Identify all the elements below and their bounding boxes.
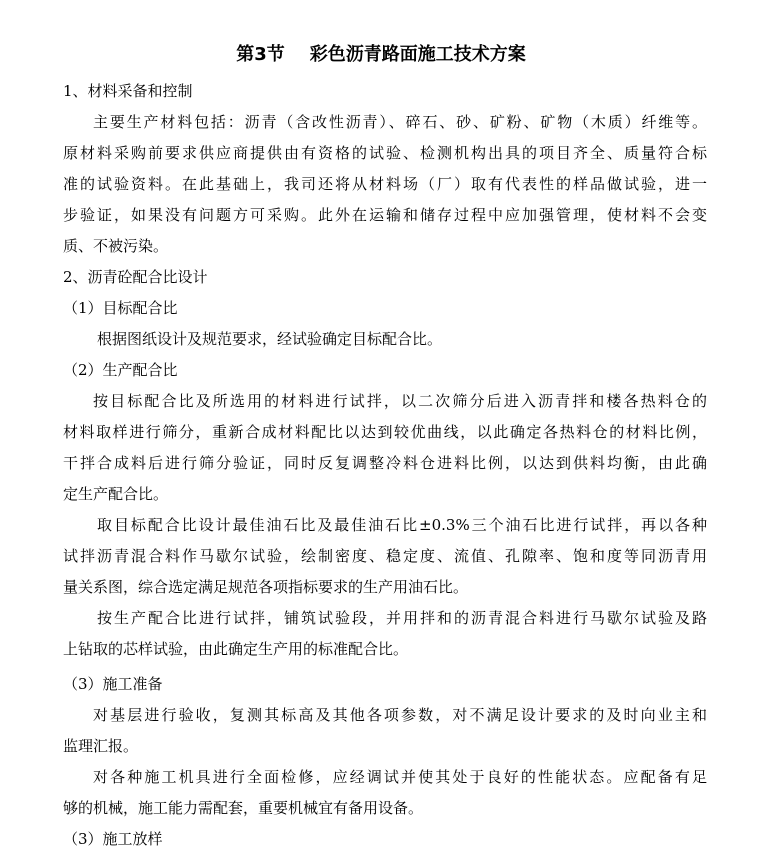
paragraph-target-mix (63, 324, 707, 355)
text-line: 准的试验资料。在此基础上，我司还将从材料场（厂）取有代表性的样品做试验，进一 (63, 175, 707, 193)
text-line: 够的机械，施工能力需配套，重要机械宜有备用设备。 (63, 799, 424, 817)
section-title: 第3节 彩色沥青路面施工技术方案 (236, 44, 526, 65)
heading-target-mix: （1）目标配合比 (63, 299, 178, 317)
text-line: 原材料采购前要求供应商提供由有资格的试验、检测机构出具的项目齐全、质量符合标 (63, 144, 707, 162)
text-line: 根据图纸设计及规范要求，经试验确定目标配合比。 (97, 330, 443, 348)
text-line: 主要生产材料包括：沥青（含改性沥青）、碎石、砂、矿粉、矿物（木质）纤维等。 (93, 113, 707, 131)
text-line: 监理汇报。 (63, 737, 139, 755)
text-line: 量关系图，综合选定满足规范各项指标要求的生产用油石比。 (63, 578, 469, 596)
text-line: 按目标配合比及所选用的材料进行试拌，以二次筛分后进入沥青拌和楼各热料仓的 (93, 392, 707, 410)
heading-preparation: （3）施工准备 (63, 675, 163, 693)
paragraph-production-mix-2 (63, 510, 707, 603)
heading-material-control: 1、材料采备和控制 (63, 82, 193, 100)
paragraph-materials (63, 107, 707, 262)
text-line: 试拌沥青混合料作马歇尔试验，绘制密度、稳定度、流值、孔隙率、饱和度等同沥青用 (63, 547, 707, 565)
text-line: 材料取样进行筛分，重新合成材料配比以达到较优曲线，以此确定各热料仓的材料比例， (63, 423, 707, 441)
text-line: 干拌合成料后进行筛分验证，同时反复调整冷料仓进料比例，以达到供料均衡，由此确 (63, 454, 707, 472)
paragraph-production-mix-3 (63, 603, 707, 665)
heading-layout: （3）施工放样 (63, 830, 163, 848)
text-line: 质、不被污染。 (63, 237, 169, 255)
paragraph-preparation-2 (63, 762, 707, 824)
text-line: 上钻取的芯样试验，由此确定生产用的标准配合比。 (63, 640, 409, 658)
paragraph-preparation-1 (63, 700, 707, 762)
text-line: 对各种施工机具进行全面检修，应经调试并使其处于良好的性能状态。应配备有足 (93, 768, 707, 786)
text-line: 定生产配合比。 (63, 485, 169, 503)
text-line: 步验证，如果没有问题方可采购。此外在运输和储存过程中应加强管理，使材料不会变 (63, 206, 707, 224)
paragraph-production-mix-1 (63, 386, 707, 510)
heading-production-mix: （2）生产配合比 (63, 361, 178, 379)
heading-mix-design: 2、沥青砼配合比设计 (63, 268, 208, 286)
text-line: 按生产配合比进行试拌，铺筑试验段，并用拌和的沥青混合料进行马歇尔试验及路 (97, 609, 707, 627)
text-line: 取目标配合比设计最佳油石比及最佳油石比±0.3%三个油石比进行试拌，再以各种 (97, 516, 707, 534)
text-line: 对基层进行验收，复测其标高及其他各项参数，对不满足设计要求的及时向业主和 (93, 706, 707, 724)
